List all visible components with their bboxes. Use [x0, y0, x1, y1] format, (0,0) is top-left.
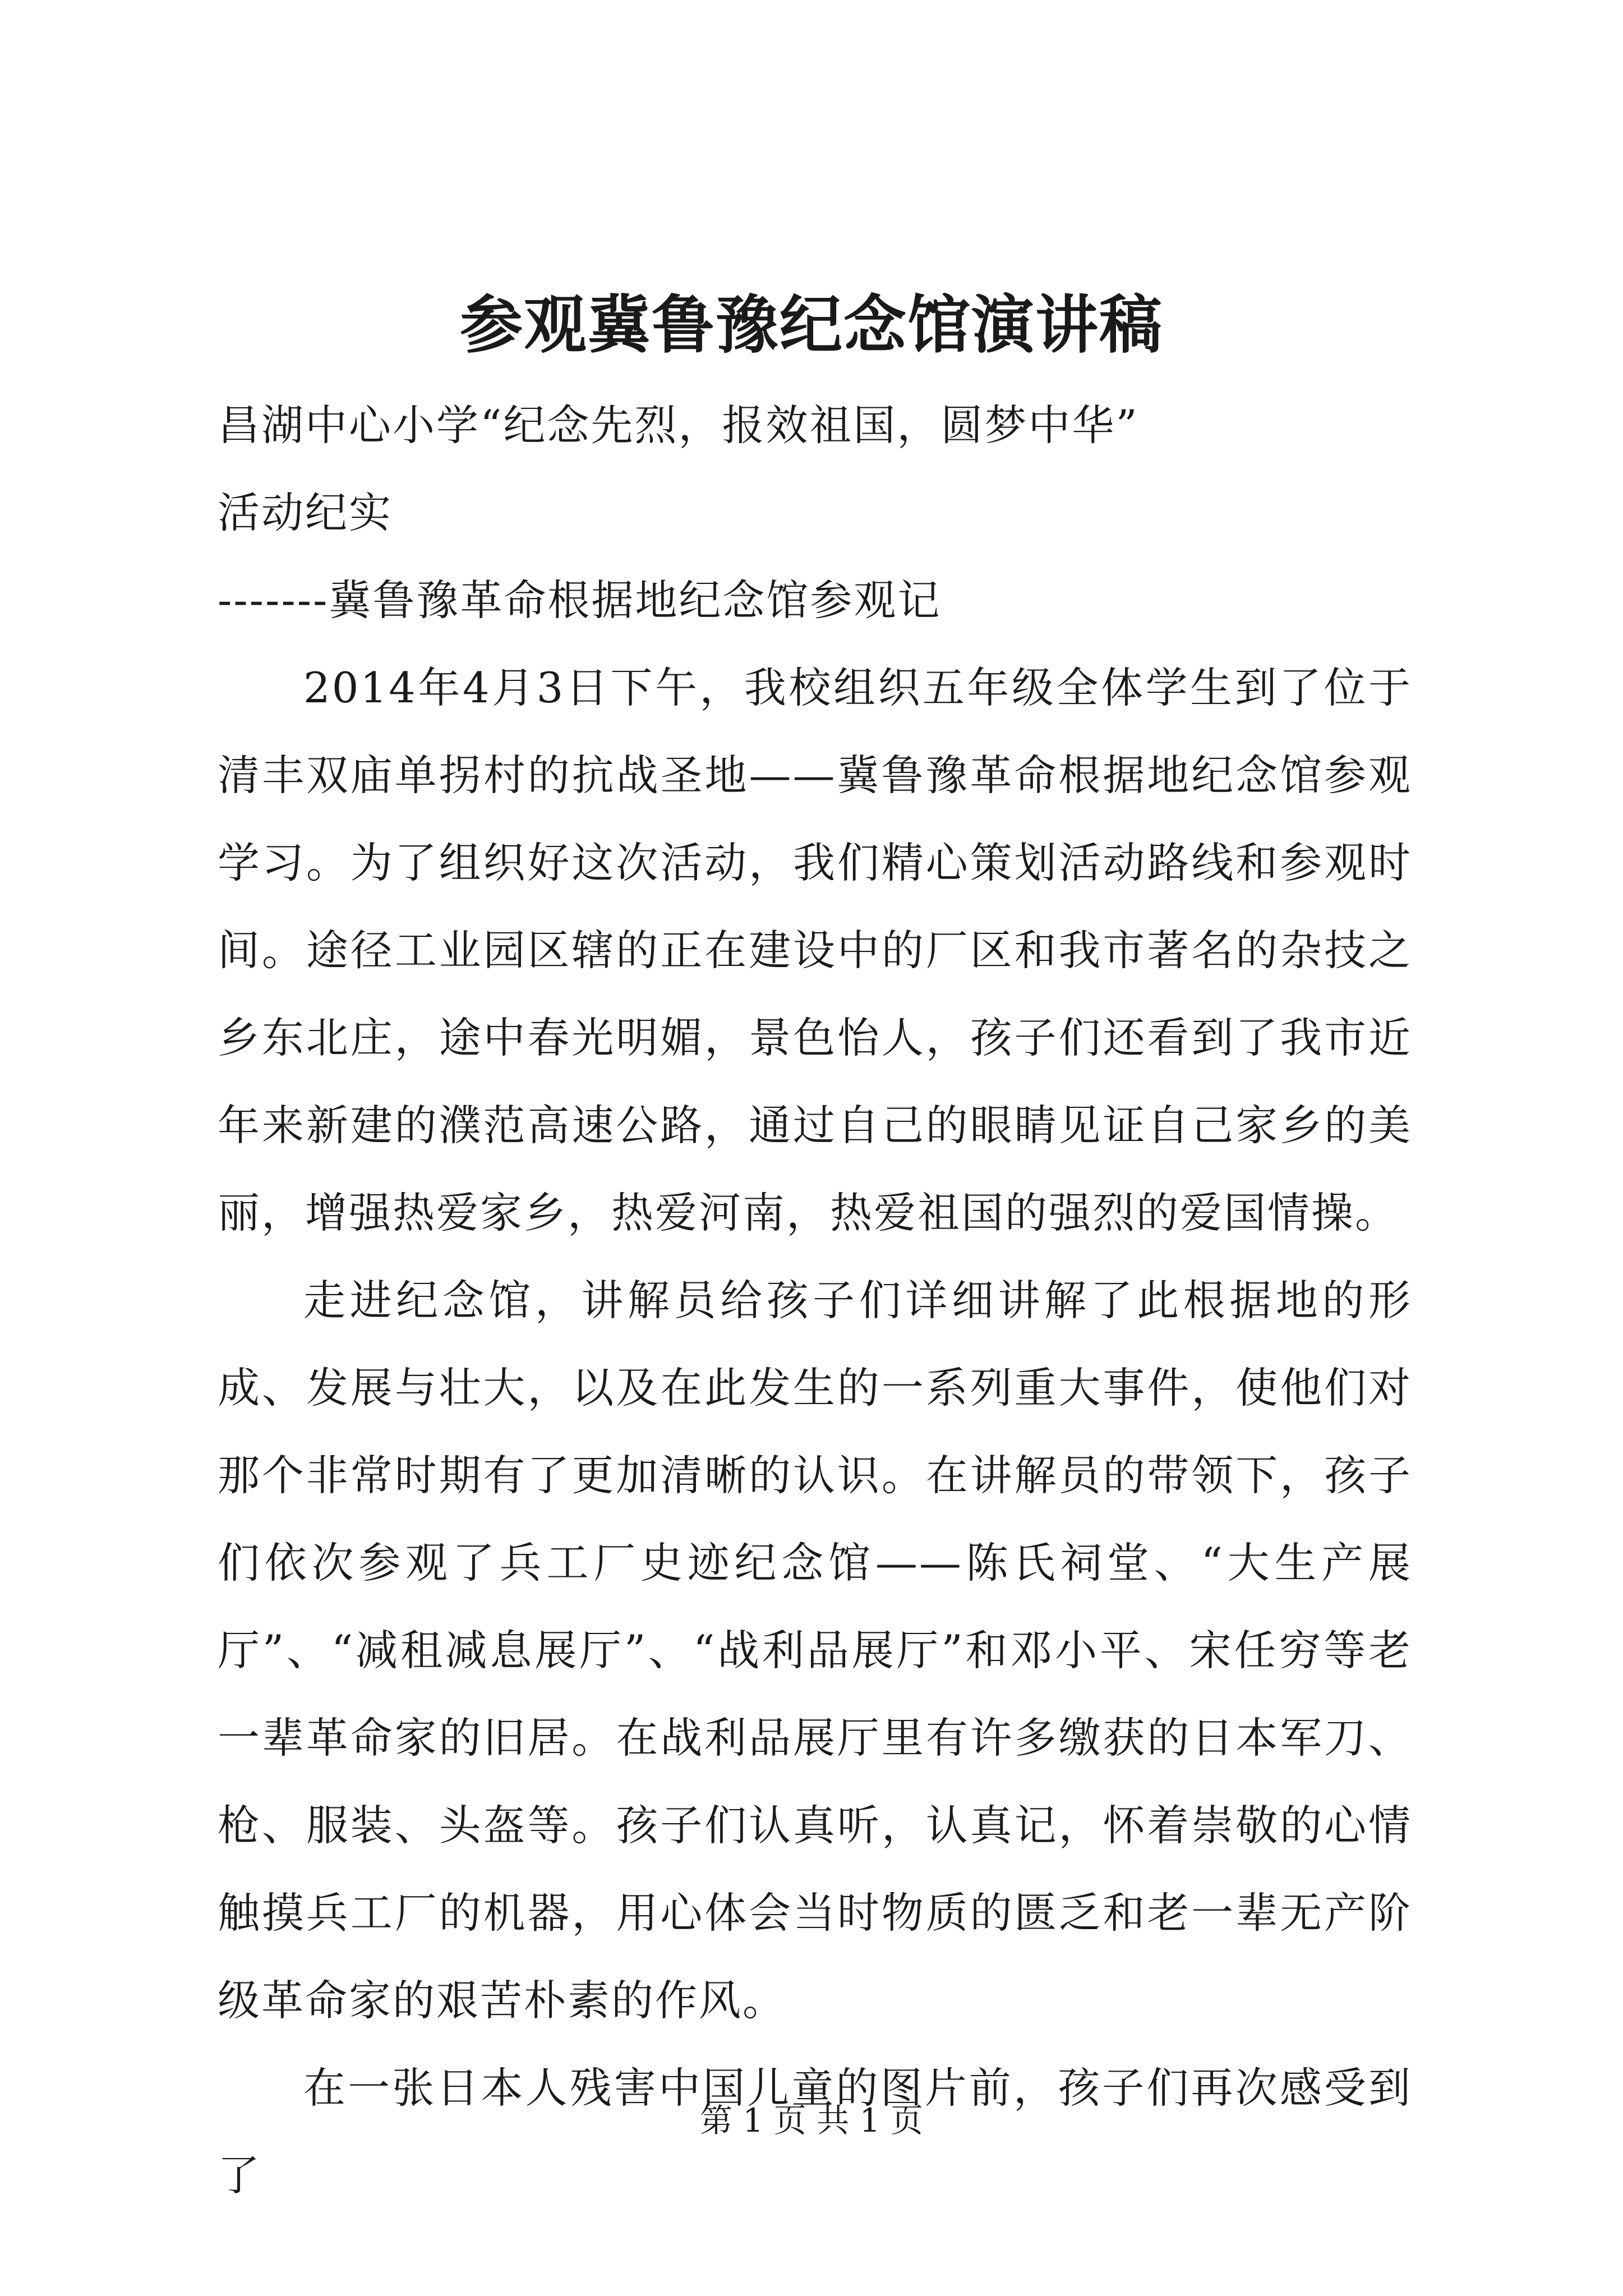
document-body	[218, 381, 1412, 2219]
paragraph-3: 在一张日本人残害中国儿童的图片前，孩子们再次感受到了	[218, 2063, 1412, 2200]
document-title: 参观冀鲁豫纪念馆演讲稿	[460, 288, 1163, 362]
subtitle-line-2: 活动纪实	[218, 488, 393, 537]
paragraph-2: 走进纪念馆，讲解员给孩子们详细讲解了此根据地的形成、发展与壮大，以及在此发生的一系列重大事件，使他们对那个非常时期有了更加清晰的认识。在讲解员的带领下，孩子们依次参观了兵工厂史迹纪念馆——陈氏祠堂、“大生产展厅”、“减租减息展厅”、“战利品展厅”和邓小平、宋任穷等老一辈革命家的旧居。在战利品展厅里有许多缴获的日本军刀、枪、服装、头盔等。孩子们认真听，认真记，怀着崇敬的心情触摸兵工厂的机器，用心体会当时物质的匮乏和老一辈无产阶级革命家的艰苦朴素的作风。	[218, 1276, 1412, 2025]
subtitle-line-3: -------冀鲁豫革命根据地纪念馆参观记	[218, 576, 942, 625]
paragraph-1: 2014年4月3日下午，我校组织五年级全体学生到了位于清丰双庙单拐村的抗战圣地——冀鲁豫革命根据地纪念馆参观学习。为了组织好这次活动，我们精心策划活动路线和参观时间。途径工业园区辖的正在建设中的厂区和我市著名的杂技之乡东北庄，途中春光明媚，景色怡人，孩子们还看到了我市近年来新建的濮范高速公路，通过自己的眼睛见证自己家乡的美丽，增强热爱家乡，热爱河南，热爱祖国的强烈的爱国情操。	[218, 663, 1412, 1237]
page-number-footer: 第 1 页 共 1 页	[700, 2101, 923, 2139]
subtitle-line-1: 昌湖中心小学“纪念先烈，报效祖国，圆梦中华”	[218, 401, 1139, 450]
